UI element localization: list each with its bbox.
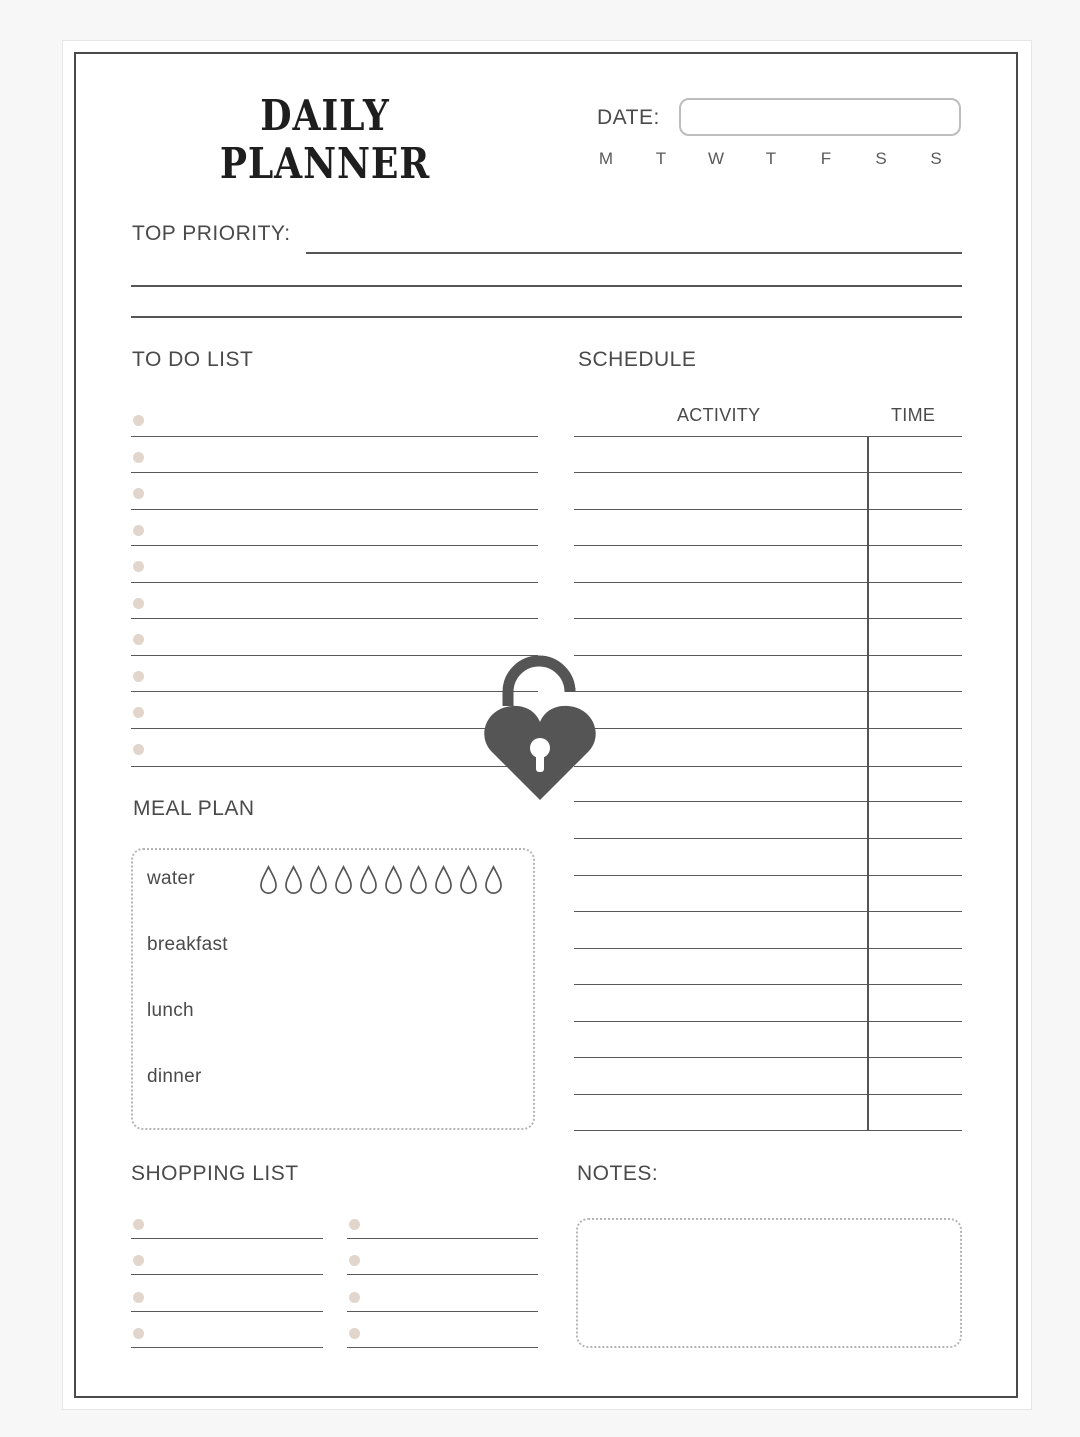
todo-bullet bbox=[133, 488, 144, 499]
water-drop-icon[interactable] bbox=[259, 865, 278, 895]
weekday-thu[interactable]: T bbox=[765, 149, 777, 168]
water-label: water bbox=[147, 868, 195, 889]
schedule-row-line[interactable] bbox=[574, 691, 962, 692]
water-drop-icon[interactable] bbox=[334, 865, 353, 895]
todo-bullet bbox=[133, 634, 144, 645]
todo-line[interactable] bbox=[131, 766, 538, 767]
todo-bullet bbox=[133, 561, 144, 572]
todo-bullet bbox=[133, 525, 144, 536]
weekday-sat[interactable]: S bbox=[875, 149, 887, 168]
weekday-sun[interactable]: S bbox=[930, 149, 942, 168]
heart-padlock-icon bbox=[484, 648, 596, 802]
shopping-line[interactable] bbox=[347, 1311, 538, 1312]
water-drop-icon[interactable] bbox=[284, 865, 303, 895]
weekday-tue[interactable]: T bbox=[655, 149, 667, 168]
schedule-row-line[interactable] bbox=[574, 545, 962, 546]
weekday-mon[interactable]: M bbox=[598, 149, 614, 168]
schedule-row-line[interactable] bbox=[574, 1057, 962, 1058]
schedule-row-line[interactable] bbox=[574, 472, 962, 473]
todo-bullet bbox=[133, 744, 144, 755]
schedule-row-line[interactable] bbox=[574, 766, 962, 767]
weekday-wed[interactable]: W bbox=[707, 149, 725, 168]
schedule-heading: SCHEDULE bbox=[578, 348, 697, 371]
priority-line[interactable] bbox=[131, 285, 962, 287]
shopping-bullet bbox=[133, 1219, 144, 1230]
shopping-bullet bbox=[349, 1328, 360, 1339]
todo-line[interactable] bbox=[131, 728, 538, 729]
weekday-fri[interactable]: F bbox=[820, 149, 832, 168]
todo-line[interactable] bbox=[131, 618, 538, 619]
shopping-line[interactable] bbox=[131, 1238, 323, 1239]
water-drop-icon[interactable] bbox=[309, 865, 328, 895]
shopping-line[interactable] bbox=[131, 1347, 323, 1348]
schedule-row-line[interactable] bbox=[574, 984, 962, 985]
shopping-bullet bbox=[349, 1292, 360, 1303]
schedule-row-line[interactable] bbox=[574, 875, 962, 876]
todo-line[interactable] bbox=[131, 655, 538, 656]
lunch-label: lunch bbox=[147, 1000, 194, 1021]
meal-plan-heading: MEAL PLAN bbox=[133, 797, 255, 820]
water-drop-icon[interactable] bbox=[484, 865, 503, 895]
shopping-list-heading: SHOPPING LIST bbox=[131, 1162, 299, 1185]
schedule-row-line[interactable] bbox=[574, 801, 962, 802]
priority-line[interactable] bbox=[306, 252, 962, 254]
shopping-line[interactable] bbox=[347, 1238, 538, 1239]
water-drop-icon[interactable] bbox=[459, 865, 478, 895]
todo-line[interactable] bbox=[131, 582, 538, 583]
schedule-row-line[interactable] bbox=[574, 728, 962, 729]
date-label: DATE: bbox=[597, 106, 660, 129]
todo-line[interactable] bbox=[131, 509, 538, 510]
schedule-row-line[interactable] bbox=[574, 582, 962, 583]
todo-bullet bbox=[133, 598, 144, 609]
shopping-line[interactable] bbox=[347, 1274, 538, 1275]
schedule-row-line[interactable] bbox=[574, 509, 962, 510]
schedule-row-line[interactable] bbox=[574, 948, 962, 949]
schedule-row-line[interactable] bbox=[574, 655, 962, 656]
todo-bullet bbox=[133, 671, 144, 682]
page-title bbox=[209, 92, 441, 188]
todo-line[interactable] bbox=[131, 691, 538, 692]
schedule-row-line[interactable] bbox=[574, 838, 962, 839]
notes-box[interactable] bbox=[576, 1218, 962, 1348]
schedule-row-line[interactable] bbox=[574, 1130, 962, 1131]
shopping-bullet bbox=[133, 1255, 144, 1266]
todo-line[interactable] bbox=[131, 436, 538, 437]
schedule-row-line[interactable] bbox=[574, 436, 962, 437]
todo-bullet bbox=[133, 415, 144, 426]
top-priority-label: TOP PRIORITY: bbox=[132, 222, 291, 245]
schedule-row-line[interactable] bbox=[574, 1021, 962, 1022]
time-column-header: TIME bbox=[891, 405, 936, 425]
schedule-row-line[interactable] bbox=[574, 618, 962, 619]
dinner-label: dinner bbox=[147, 1066, 202, 1087]
water-drop-icon[interactable] bbox=[409, 865, 428, 895]
schedule-row-line[interactable] bbox=[574, 1094, 962, 1095]
shopping-line[interactable] bbox=[347, 1347, 538, 1348]
date-field[interactable] bbox=[679, 98, 961, 136]
priority-line[interactable] bbox=[131, 316, 962, 318]
title-line-2: PLANNER bbox=[219, 139, 431, 188]
water-drop-icon[interactable] bbox=[359, 865, 378, 895]
breakfast-label: breakfast bbox=[147, 934, 228, 955]
water-drop-icon[interactable] bbox=[384, 865, 403, 895]
shopping-bullet bbox=[349, 1219, 360, 1230]
shopping-line[interactable] bbox=[131, 1274, 323, 1275]
shopping-bullet bbox=[133, 1328, 144, 1339]
water-drop-icon[interactable] bbox=[434, 865, 453, 895]
schedule-row-line[interactable] bbox=[574, 911, 962, 912]
activity-column-header: ACTIVITY bbox=[677, 405, 761, 425]
todo-heading: TO DO LIST bbox=[132, 348, 254, 371]
title-line-1: DAILY bbox=[260, 91, 390, 140]
shopping-bullet bbox=[133, 1292, 144, 1303]
shopping-line[interactable] bbox=[131, 1311, 323, 1312]
todo-line[interactable] bbox=[131, 472, 538, 473]
shopping-bullet bbox=[349, 1255, 360, 1266]
schedule-column-divider bbox=[867, 437, 869, 1131]
todo-bullet bbox=[133, 452, 144, 463]
todo-line[interactable] bbox=[131, 545, 538, 546]
notes-heading: NOTES: bbox=[577, 1162, 659, 1185]
todo-bullet bbox=[133, 707, 144, 718]
